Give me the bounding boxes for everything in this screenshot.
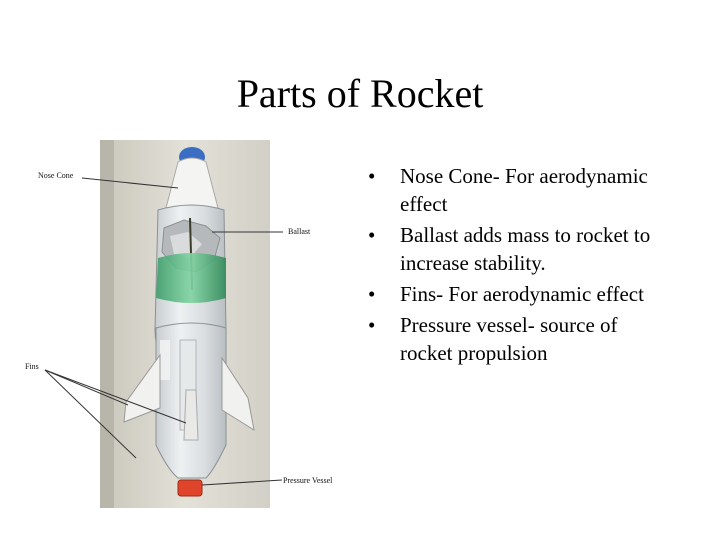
label-nose-cone: Nose Cone: [38, 171, 74, 180]
rocket-illustration: [0, 140, 360, 510]
bullet-item: [368, 221, 668, 277]
green-band: [156, 253, 226, 303]
bullet-item: [368, 162, 668, 218]
slide-title: Parts of Rocket: [236, 71, 484, 116]
label-ballast: Ballast: [288, 227, 311, 236]
bullet-marker: •: [368, 164, 376, 188]
bullet-text: Ballast adds mass to rocket to increase stability.: [400, 223, 651, 275]
bullet-list: [368, 162, 668, 370]
label-fins: Fins: [25, 362, 39, 371]
label-pressure-vessel: Pressure Vessel: [283, 476, 333, 485]
bullet-marker: •: [368, 282, 376, 306]
bullet-marker: •: [368, 223, 376, 247]
bullet-item: [368, 280, 668, 308]
bullet-text: Pressure vessel- source of rocket propulsion: [400, 313, 618, 365]
bullet-marker: •: [368, 313, 376, 337]
bottle-cap: [178, 480, 202, 496]
bullet-item: [368, 311, 668, 367]
fin-center: [184, 390, 198, 440]
bullet-text: Nose Cone- For aerodynamic effect: [400, 164, 648, 216]
bullet-text: Fins- For aerodynamic effect: [400, 282, 644, 306]
rocket-photo: [0, 140, 360, 510]
